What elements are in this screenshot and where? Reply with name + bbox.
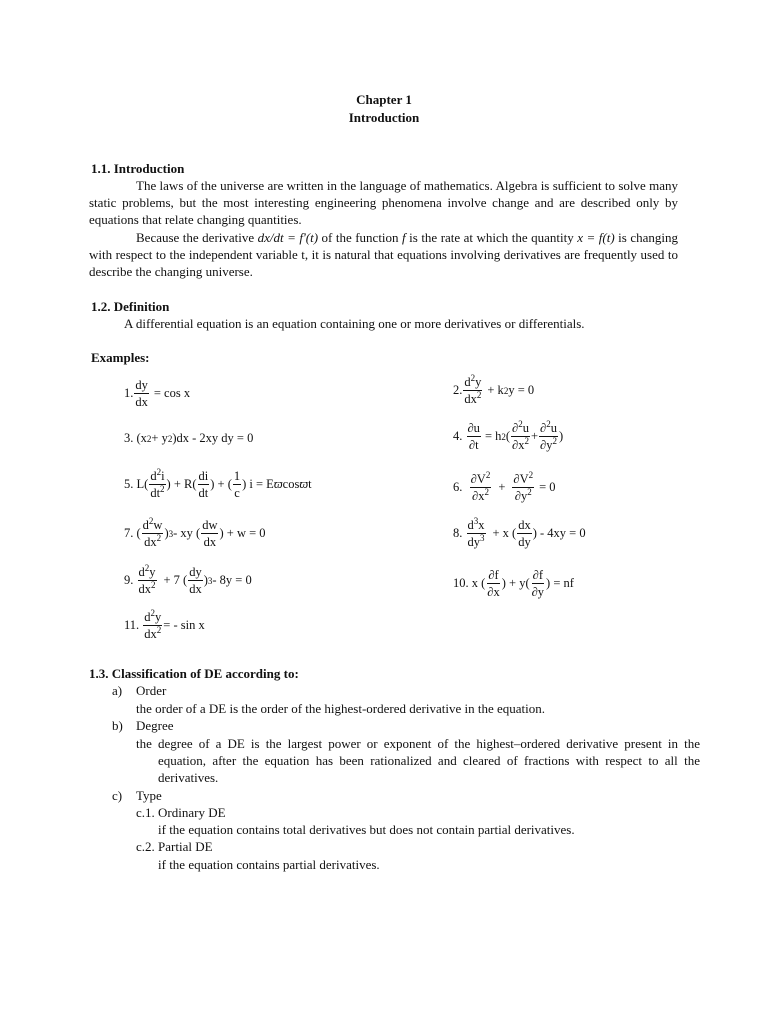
eq8-fraction-2 bbox=[517, 518, 532, 549]
p2-derivative: dx/dt = f'(t) bbox=[257, 229, 319, 245]
eq4-fraction-2 bbox=[511, 421, 530, 452]
eq9-f1-densup: 2 bbox=[151, 580, 156, 590]
eq11-f1-den: dx bbox=[144, 627, 157, 641]
equation-5 bbox=[124, 469, 312, 500]
eq10-fraction-2 bbox=[531, 568, 545, 599]
eq6-fraction-2 bbox=[512, 472, 534, 503]
eq5-t: t bbox=[308, 476, 312, 491]
eq9-a: + 7 ( bbox=[163, 572, 188, 587]
eq7-f1-num: d bbox=[142, 518, 149, 532]
eq6-f1-numsup: 2 bbox=[485, 470, 491, 480]
eq11-f1-num: d bbox=[144, 610, 151, 624]
eq4-f2-numv: u bbox=[550, 421, 557, 435]
eq10-b: ) = nf bbox=[546, 575, 574, 590]
eq11-number: 11. bbox=[124, 617, 140, 632]
eq9-b: ) bbox=[203, 572, 208, 587]
eq2-num-var: y bbox=[475, 375, 482, 389]
eq3-a: (x bbox=[136, 431, 147, 445]
eq8-b: ) - 4xy = 0 bbox=[532, 525, 586, 540]
eq4-f2-num: ∂ bbox=[540, 421, 547, 435]
eq9-f2-den: dx bbox=[189, 582, 202, 596]
eq11-f1-numv: y bbox=[155, 610, 162, 624]
eq5-omega-1: ϖ bbox=[273, 476, 283, 491]
eq1-den: dx bbox=[135, 395, 148, 409]
eq6-f2-num: ∂V bbox=[513, 472, 529, 486]
section-1-3-heading: 1.3. Classification of DE according to: bbox=[89, 666, 299, 681]
eq2-number: 2. bbox=[453, 382, 463, 397]
eq6-rest: = 0 bbox=[539, 479, 556, 494]
eq5-f1-numsup: 2 bbox=[156, 467, 162, 477]
eq10-number: 10. x ( bbox=[453, 575, 486, 590]
definition-text: A differential equation is an equation containing one or more derivatives or differentials. bbox=[124, 316, 585, 331]
equation-4: 4. $\frac{\partial u}{\partial t}$ = h 2 ( $\frac{\partial^2u}{\partial x^2}$ + $\frac{\partial^2u}{\partial y^2}$ ) bbox=[453, 419, 564, 452]
eq8-fraction-1 bbox=[467, 518, 486, 549]
item-a-text: the order of a DE is the order of the highest-ordered derivative in the equation. bbox=[136, 701, 545, 716]
eq4-plus: + bbox=[530, 428, 539, 443]
equation-10 bbox=[453, 568, 574, 599]
eq5-f2-num: di bbox=[198, 469, 209, 483]
eq4-f2-den: ∂y bbox=[540, 438, 553, 452]
eq4-close: ) bbox=[558, 428, 564, 443]
p2-g: is changing with respect to the independent variable t, it is natural that equations involving derivatives are frequently used to describe the changing universe. bbox=[89, 229, 678, 280]
equation-9: 9. $\frac{d^2y}{dx^2}$ + 7 ( $\frac{dy}{dx}$ ) 3 - 8y = 0 bbox=[124, 563, 252, 596]
eq7-c: - xy ( bbox=[173, 525, 201, 540]
intro-paragraph-1: The laws of the universe are written in the language of mathematics. Algebra is sufficient to solve many static problems, but the most interesting engineering phenomena involve change and are described only by equations that relate changing quantities. bbox=[89, 178, 678, 228]
p2-c: of the function bbox=[318, 229, 403, 245]
eq4-number: 4. bbox=[453, 428, 463, 443]
eq1-rest: = cos x bbox=[153, 385, 191, 400]
eq8-f2-den: dy bbox=[518, 535, 531, 549]
eq4-fraction-1 bbox=[467, 421, 481, 452]
eq4-f1-densup: 2 bbox=[524, 436, 529, 446]
chapter-number: Chapter 1 bbox=[356, 92, 412, 107]
eq1-number: 1. bbox=[124, 385, 134, 400]
eq7-fraction-1 bbox=[142, 518, 164, 549]
eq5-f1-den: dt bbox=[150, 486, 161, 500]
eq4-num: ∂u bbox=[467, 421, 480, 435]
examples-heading: Examples: bbox=[91, 350, 150, 365]
item-b-title: Degree bbox=[136, 718, 174, 733]
intro-paragraph-2 bbox=[89, 229, 678, 281]
eq7-f1-numv: w bbox=[153, 518, 163, 532]
chapter-title: Introduction bbox=[348, 110, 420, 125]
eq5-number: 5. bbox=[124, 476, 134, 491]
eq9-f1-den: dx bbox=[138, 582, 151, 596]
eq7-f2-den: dx bbox=[203, 535, 217, 549]
eq8-f1-numv: x bbox=[478, 518, 485, 532]
item-b-text: the degree of a DE is the largest power or exponent of the highest–ordered derivative present in the equation, after the equation has been rationalized and cleared of fractions with respect to all the derivatives. bbox=[136, 736, 700, 786]
eq4-f1-numsup: 2 bbox=[518, 419, 523, 429]
eq10-f2-den: ∂y bbox=[531, 585, 545, 599]
eq9-fraction-2 bbox=[188, 565, 203, 596]
item-c1-title: c.1. Ordinary DE bbox=[136, 805, 226, 820]
eq1-num: dy bbox=[135, 378, 148, 392]
eq8-f2-num: dx bbox=[518, 518, 531, 532]
eq9-f1-numv: y bbox=[149, 565, 156, 579]
eq7-b: ) bbox=[164, 525, 169, 540]
p2-a: Because the derivative bbox=[136, 229, 258, 245]
eq5-d: ) i = E bbox=[242, 476, 274, 491]
eq10-f2-num: ∂f bbox=[532, 568, 543, 582]
equation-7: 7. ( $\frac{d^2w}{dx^2}$ ) 3 - xy ( $\frac{dw}{dx}$ ) + w = 0 bbox=[124, 516, 266, 549]
eq7-d: ) + w = 0 bbox=[219, 525, 266, 540]
eq4-open: ( bbox=[505, 428, 511, 443]
eq5-a: L( bbox=[136, 476, 149, 491]
eq7-a: ( bbox=[136, 525, 141, 540]
item-a-label: a) bbox=[112, 683, 123, 698]
eq9-number: 9. bbox=[124, 572, 134, 587]
item-a-title: Order bbox=[136, 683, 167, 698]
eq6-f1-den: ∂x bbox=[472, 489, 485, 503]
eq7-fraction-2 bbox=[201, 518, 218, 549]
eq9-fraction-1 bbox=[138, 565, 157, 596]
eq3-c: )dx - 2xy dy = 0 bbox=[172, 431, 254, 445]
eq2-fraction bbox=[463, 375, 482, 406]
eq4-f2-numsup: 2 bbox=[546, 419, 551, 429]
item-c2-title: c.2. Partial DE bbox=[136, 839, 213, 854]
p2-f: f bbox=[402, 229, 406, 245]
eq5-f1-num: d bbox=[150, 469, 157, 483]
p2-e: is the rate at which the quantity bbox=[405, 229, 578, 245]
eq8-f1-numsup: 3 bbox=[473, 516, 479, 526]
eq4-f1-numv: u bbox=[522, 421, 529, 435]
eq7-f2-num: dw bbox=[202, 518, 218, 532]
eq5-fraction-3 bbox=[233, 469, 241, 500]
eq9-f1-num: d bbox=[138, 565, 145, 579]
eq2-rest-b: y = 0 bbox=[508, 382, 535, 397]
eq5-f3-den: c bbox=[234, 486, 240, 500]
equation-11 bbox=[124, 610, 205, 641]
eq6-number: 6. bbox=[453, 479, 463, 494]
eq5-cos: cos bbox=[282, 476, 300, 491]
eq8-f1-num: d bbox=[467, 518, 474, 532]
eq4-f2-densup: 2 bbox=[552, 436, 557, 446]
eq6-f2-densup: 2 bbox=[527, 487, 532, 497]
item-c-title: Type bbox=[136, 788, 162, 803]
eq8-a: + x ( bbox=[492, 525, 517, 540]
section-1-2-heading: 1.2. Definition bbox=[91, 299, 170, 314]
eq7-f1-numsup: 2 bbox=[148, 516, 154, 526]
eq4-mid: = h bbox=[484, 428, 502, 443]
p2-xft: x = f(t) bbox=[577, 229, 615, 245]
item-c2-text: if the equation contains partial derivatives. bbox=[158, 857, 380, 872]
item-c-label: c) bbox=[112, 788, 123, 803]
eq5-b: ) + R( bbox=[166, 476, 197, 491]
section-1-1-heading: 1.1. Introduction bbox=[91, 161, 185, 176]
eq6-fraction-1 bbox=[470, 472, 492, 503]
eq3-b: + y bbox=[151, 431, 168, 445]
eq10-fraction-1 bbox=[486, 568, 500, 599]
eq8-number: 8. bbox=[453, 525, 463, 540]
equation-8 bbox=[453, 518, 586, 549]
eq4-den: ∂t bbox=[468, 438, 479, 452]
eq11-rest: = - sin x bbox=[163, 617, 205, 632]
eq9-f1-numsup: 2 bbox=[144, 563, 150, 573]
eq5-f1-numv: i bbox=[161, 469, 165, 483]
eq9-c: - 8y = 0 bbox=[212, 572, 252, 587]
eq9-f2-num: dy bbox=[189, 565, 202, 579]
eq5-c: ) + ( bbox=[210, 476, 232, 491]
eq6-f2-den: ∂y bbox=[514, 489, 528, 503]
eq5-omega-2: ϖ bbox=[299, 476, 309, 491]
eq2-rest-a: + k bbox=[487, 382, 504, 397]
eq5-fraction-1 bbox=[149, 469, 165, 500]
eq1-fraction bbox=[134, 378, 149, 409]
eq5-f1-densup: 2 bbox=[160, 484, 165, 494]
eq11-f1-densup: 2 bbox=[156, 625, 162, 635]
eq2-den-sup: 2 bbox=[476, 390, 482, 400]
eq6-f1-densup: 2 bbox=[484, 487, 489, 497]
eq8-f1-den: dy bbox=[467, 535, 480, 549]
eq4-f1-num: ∂ bbox=[512, 421, 519, 435]
item-c1-text: if the equation contains total derivatives but does not contain partial derivatives. bbox=[158, 822, 575, 837]
eq10-f1-den: ∂x bbox=[487, 585, 500, 599]
eq7-number: 7. bbox=[124, 525, 134, 540]
equation-2: 2. $\frac{d^2y}{dx^2}$ + k 2 y = 0 bbox=[453, 373, 535, 406]
eq3-number: 3. bbox=[124, 431, 134, 445]
eq2-den: dx bbox=[464, 392, 477, 406]
equation-1 bbox=[124, 378, 190, 409]
eq7-f1-densup: 2 bbox=[156, 533, 162, 543]
eq5-f2-den: dt bbox=[198, 486, 209, 500]
eq5-f3-num: 1 bbox=[233, 469, 241, 483]
equation-3: 3. (x 2 + y 2 )dx - 2xy dy = 0 bbox=[124, 430, 253, 447]
eq5-fraction-2 bbox=[198, 469, 210, 500]
eq8-f1-densup: 3 bbox=[480, 533, 485, 543]
eq6-f2-numsup: 2 bbox=[528, 470, 534, 480]
section-1-1-body bbox=[89, 177, 678, 280]
eq4-f1-den: ∂x bbox=[512, 438, 525, 452]
eq10-f1-num: ∂f bbox=[488, 568, 499, 582]
eq6-f1-num: ∂V bbox=[470, 472, 486, 486]
equation-6 bbox=[453, 472, 556, 503]
eq4-fraction-3 bbox=[539, 421, 558, 452]
eq11-fraction bbox=[143, 610, 162, 641]
eq2-num-sup: 2 bbox=[470, 373, 476, 383]
eq6-plus: + bbox=[498, 479, 506, 494]
eq11-f1-numsup: 2 bbox=[150, 608, 156, 618]
item-b-label: b) bbox=[112, 718, 123, 733]
eq2-num-d: d bbox=[464, 375, 471, 389]
eq10-a: ) + y( bbox=[501, 575, 530, 590]
eq7-f1-den: dx bbox=[144, 535, 157, 549]
